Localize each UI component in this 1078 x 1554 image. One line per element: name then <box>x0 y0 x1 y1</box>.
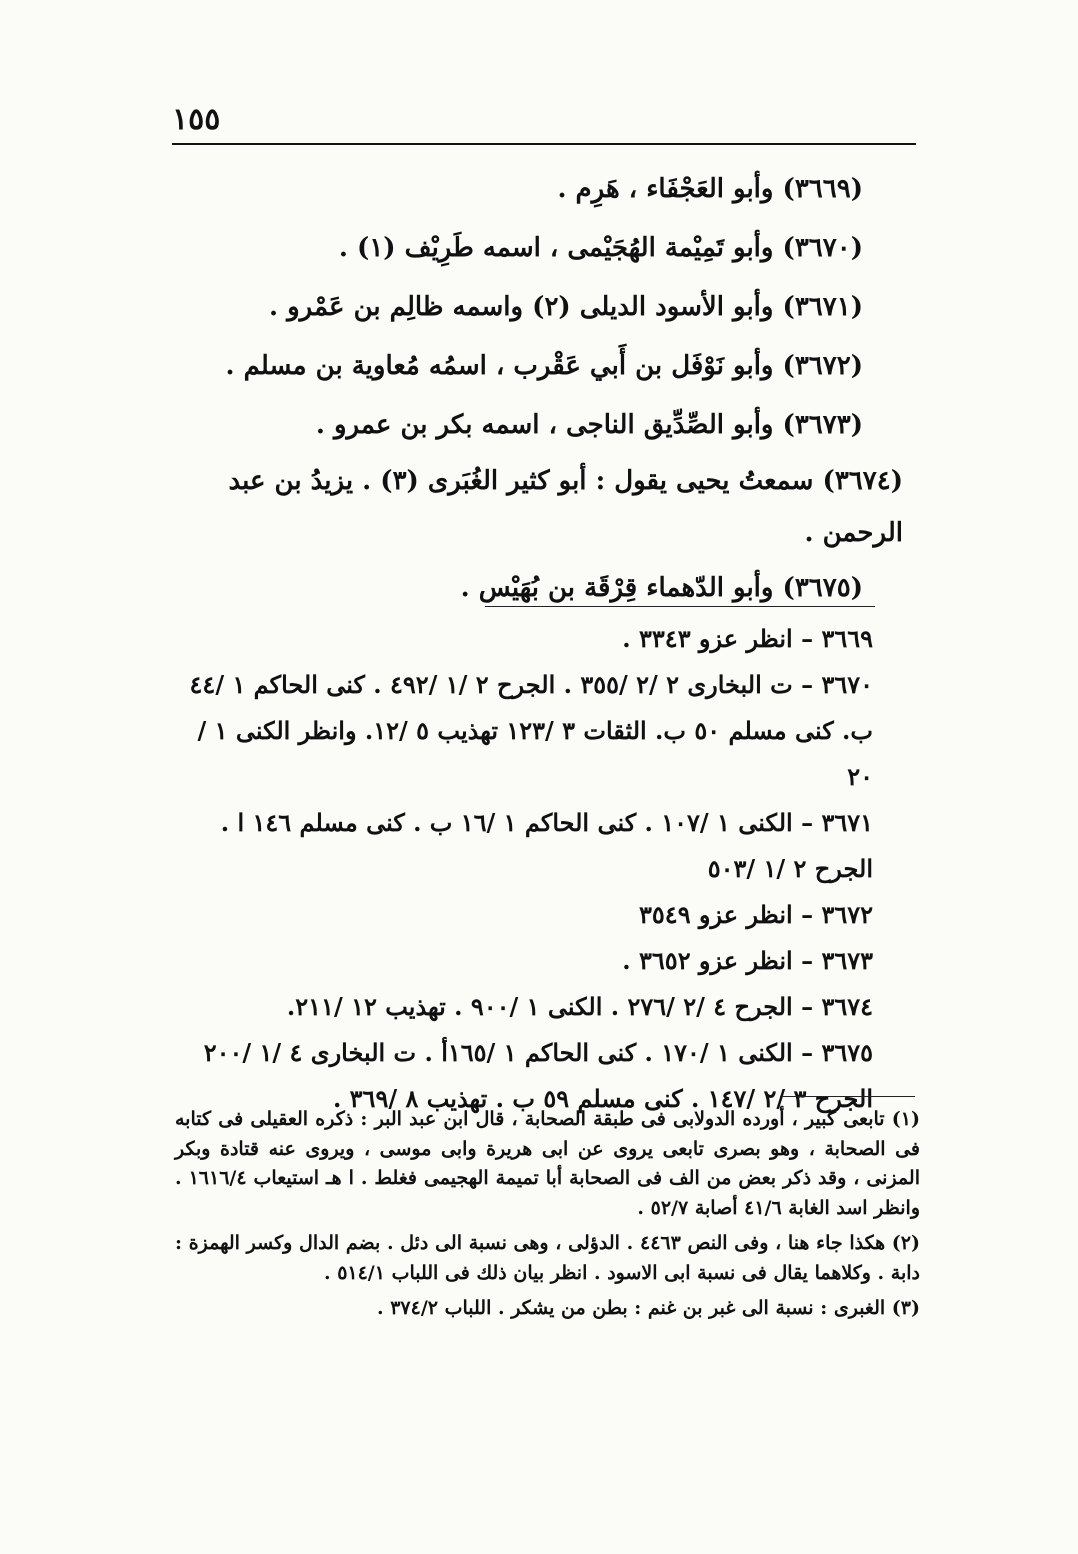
references-divider <box>485 606 875 607</box>
reference-3672: ٣٦٧٢ – انظر عزو ٣٥٤٩ <box>639 900 873 929</box>
footnote-3: (٣) الغبرى : نسبة الى غبر بن غنم : بطن من يشكر . اللباب ٣٧٤/٢ . <box>376 1297 920 1319</box>
page-number: ١٥٥ <box>172 102 221 137</box>
reference-3675: ٣٦٧٥ – الكنى ١ /١٧٠ . كنى الحاكم ١ /١٦٥أ . ت البخارى ٤ /١ /٢٠٠ الجرح ٣ /٢ /١٤٧ . كنى مسلم ٥٩ ب . تهذيب ٨ /٣٦٩ . <box>203 1038 873 1113</box>
entry-3673: (٣٦٧٣) وأبو الصِّدِّيق الناجى ، اسمه بكر بن عمرو . <box>315 410 863 440</box>
reference-3669: ٣٦٦٩ – انظر عزو ٣٣٤٣ . <box>622 624 873 653</box>
reference-3670: ٣٦٧٠ – ت البخارى ٢ /٢ /٣٥٥ . الجرح ٢ /١ /٤٩٢ . كنى الحاكم ١ /٤٤ ب. كنى مسلم ٥٠ ب. الثقات ٣ /١٢٣ تهذيب ٥ /١٢. وانظر الكنى ١ /٢٠ <box>189 670 873 791</box>
entry-3671: (٣٦٧١) وأبو الأسود الديلى (٢) واسمه ظالِم بن عَمْرو . <box>268 292 863 322</box>
references-list <box>183 616 873 1122</box>
footnotes <box>175 1105 920 1330</box>
header-rule <box>172 143 916 145</box>
entry-3675: (٣٦٧٥) وأبو الدّهماء قِرْقَة بن بُهَيْس . <box>460 573 863 603</box>
footnotes-divider <box>780 1096 915 1097</box>
entry-3674: (٣٦٧٤) سمعتُ يحيى يقول : أبو كثير الغُبَرى (٣) . يزيدُ بن عبد الرحمن . <box>228 466 903 548</box>
entry-3672: (٣٦٧٢) وأبو نَوْفَل بن أَبي عَقْرب ، اسمُه مُعاوية بن مسلم . <box>225 351 863 381</box>
reference-3671: ٣٦٧١ – الكنى ١ /١٠٧ . كنى الحاكم ١ /١٦ ب . كنى مسلم ١٤٦ ا . الجرح ٢ /١ /٥٠٣ <box>220 808 873 883</box>
entries-list <box>143 160 903 618</box>
footnote-2: (٢) هكذا جاء هنا ، وفى النص ٤٤٦٣ . الدؤلى ، وهى نسبة الى دئل . بضم الدال وكسر الهمزة : دابة . وكلاهما يقال فى نسبة ابى الاسود . انظر بيان ذلك فى اللباب ٥١٤/١ . <box>175 1232 920 1284</box>
reference-3674: ٣٦٧٤ – الجرح ٤ /٢ /٢٧٦ . الكنى ١ /٩٠٠ . تهذيب ١٢ /٢١١. <box>286 992 873 1021</box>
reference-3673: ٣٦٧٣ – انظر عزو ٣٦٥٢ . <box>622 946 873 975</box>
entry-3669: (٣٦٦٩) وأبو العَجْفَاء ، هَرِم . <box>557 174 863 204</box>
entry-3670: (٣٦٧٠) وأبو تَمِيْمة الهُجَيْمى ، اسمه طَرِيْف (١) . <box>338 233 863 263</box>
footnote-1: (١) تابعى كبير ، أورده الدولابى فى طبقة الصحابة ، قال ابن عبد البر : ذكره العقيلى فى كتابه فى الصحابة ، وهو بصرى تابعى يروى عن ابى هريرة وابى موسى ، ويروى عنه قتادة وبكر المزنى ، وقد ذكر بعض من الف فى الصحابة أبا تميمة الهجيمى فغلط . ا هـ استيعاب ١٦١٦/٤ . وانظر اسد الغابة ٤١/٦ أصابة ٥٢/٧ . <box>175 1108 920 1219</box>
